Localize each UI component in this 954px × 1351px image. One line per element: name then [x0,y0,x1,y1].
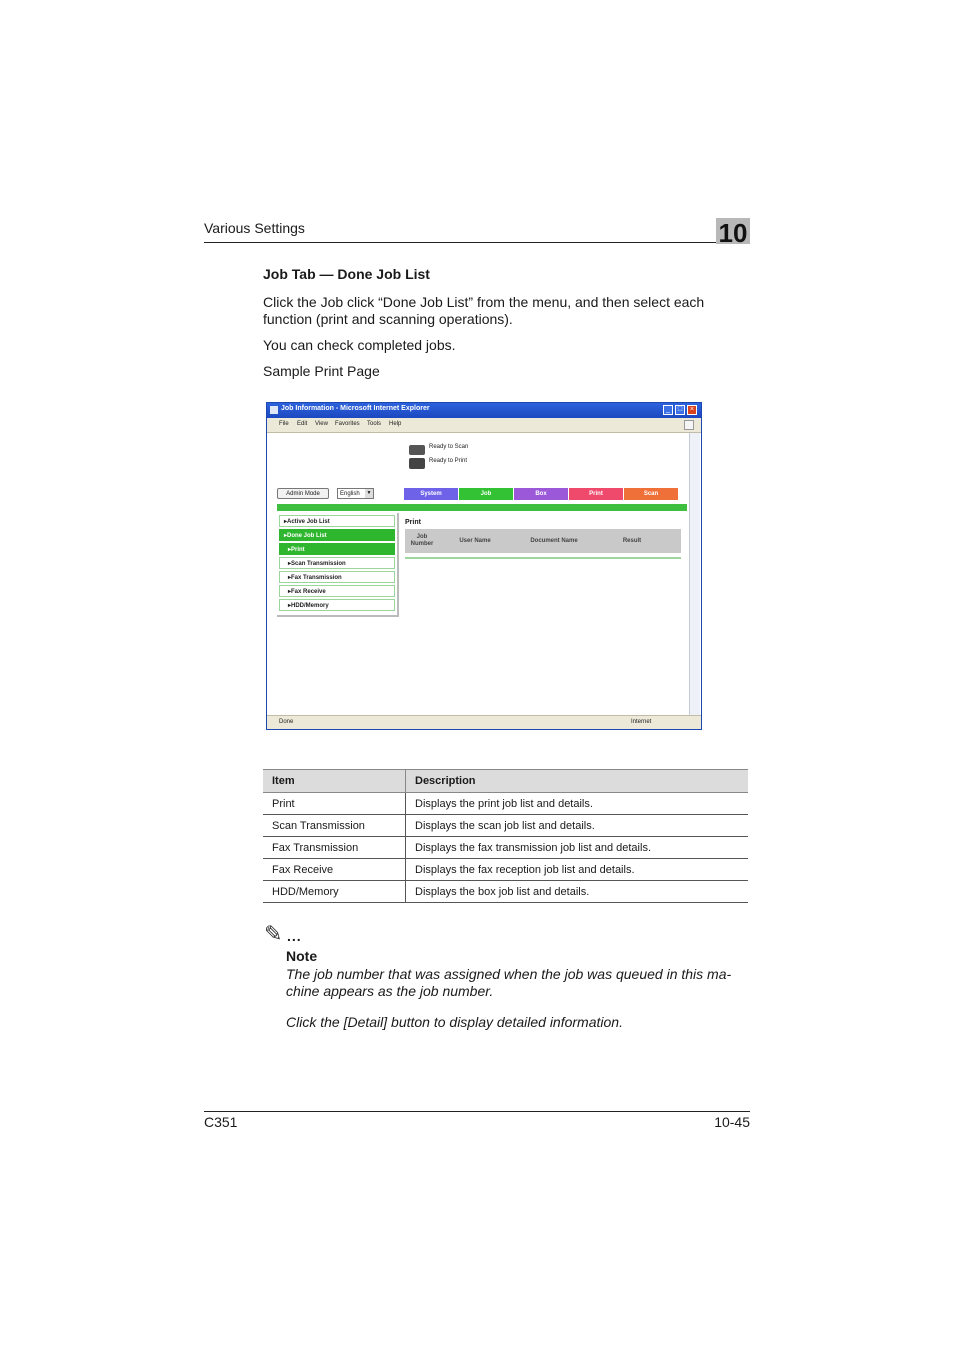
printer-icon [409,458,425,469]
sidebar-item-scan-transmission: ▸Scan Transmission [279,557,395,569]
body-paragraph: You can check completed jobs. [263,337,456,353]
maximize-icon: □ [675,405,685,415]
windows-logo-icon [684,420,694,430]
chapter-number-badge: 10 [716,218,750,244]
browser-title-bar [267,403,701,418]
sidebar-item-fax-transmission: ▸Fax Transmission [279,571,395,583]
column-result: Result [622,537,642,544]
browser-menu-bar [267,418,701,433]
tab-system: System [404,488,458,500]
header-rule [204,242,750,243]
table-row [263,881,748,903]
menu-help: Help [389,421,402,427]
close-icon: × [687,405,697,415]
sample-screenshot [266,402,702,730]
sidebar-item-print: ▸Print [279,543,395,555]
menu-favorites: Favorites [335,421,360,427]
table-row [263,815,748,837]
column-document-name: Document Name [530,537,578,544]
pencil-icon: ✎ [264,921,283,946]
description-cell: Displays the fax reception job list and details. [406,859,749,881]
scan-status: Ready to Scan [429,444,469,450]
table-row [263,859,748,881]
status-done: Done [279,719,294,725]
section-heading: Job Tab — Done Job List [263,266,430,282]
tab-box: Box [514,488,568,500]
table-underline [405,557,681,559]
item-cell: Print [263,793,406,815]
browser-window-title: Job Information - Microsoft Internet Explorer [281,405,430,412]
footer-rule [204,1111,750,1112]
menu-edit: Edit [297,421,308,427]
minimize-icon: _ [663,405,673,415]
tab-scan: Scan [624,488,678,500]
note-dots: ... [287,928,302,944]
chevron-down-icon: ▼ [366,490,372,496]
column-user-name: User Name [459,537,491,544]
table-row [263,793,748,815]
note-text: The job number that was assigned when the job was queued in this ma- chine appears as the job number. [286,966,732,999]
tab-print: Print [569,488,623,500]
figure-caption: Sample Print Page [263,363,380,379]
sidebar-item-done-job-list: ▸Done Job List [279,529,395,541]
language-select: English [337,488,374,499]
footer-page-number: 10-45 [714,1114,750,1130]
column-job-number: Job Number [410,534,434,547]
tab-job: Job [459,488,513,500]
sidebar-item-hdd-memory: ▸HDD/Memory [279,599,395,611]
browser-content [269,433,697,715]
menu-view: View [315,421,328,427]
browser-scrollbar [689,433,700,715]
description-cell: Displays the box job list and details. [406,881,749,903]
table-row [263,837,748,859]
body-paragraph: Click the Job click “Done Job List” from the menu, and then select each function (print and scanning operations). [263,294,705,327]
description-cell: Displays the scan job list and details. [406,815,749,837]
description-cell: Displays the print job list and details. [406,793,749,815]
item-description-table [263,769,748,903]
running-header-title: Various Settings [204,220,305,236]
table-header-row [263,770,748,793]
menu-file: File [279,421,289,427]
note-text: Click the [Detail] button to display detailed information. [286,1014,623,1030]
sidebar-item-fax-receive: ▸Fax Receive [279,585,395,597]
browser-status-bar [267,715,701,730]
item-cell: HDD/Memory [263,881,406,903]
item-cell: Fax Transmission [263,837,406,859]
done-job-table-header [405,529,681,553]
header-description: Description [406,770,749,793]
admin-mode-button: Admin Mode [277,488,329,499]
browser-app-icon [270,406,278,414]
sidebar-item-active-job-list: ▸Active Job List [279,515,395,527]
header-item: Item [263,770,406,793]
note-heading: Note [286,948,318,964]
content-title: Print [405,519,421,526]
status-internet: Internet [631,719,652,725]
description-cell: Displays the fax transmission job list and details. [406,837,749,859]
scanner-icon [409,445,425,455]
print-status: Ready to Print [429,458,468,464]
job-sidebar [277,513,399,617]
item-cell: Fax Receive [263,859,406,881]
item-cell: Scan Transmission [263,815,406,837]
menu-tools: Tools [367,421,382,427]
footer-model: C351 [204,1114,238,1130]
tab-underline-bar [277,504,687,511]
